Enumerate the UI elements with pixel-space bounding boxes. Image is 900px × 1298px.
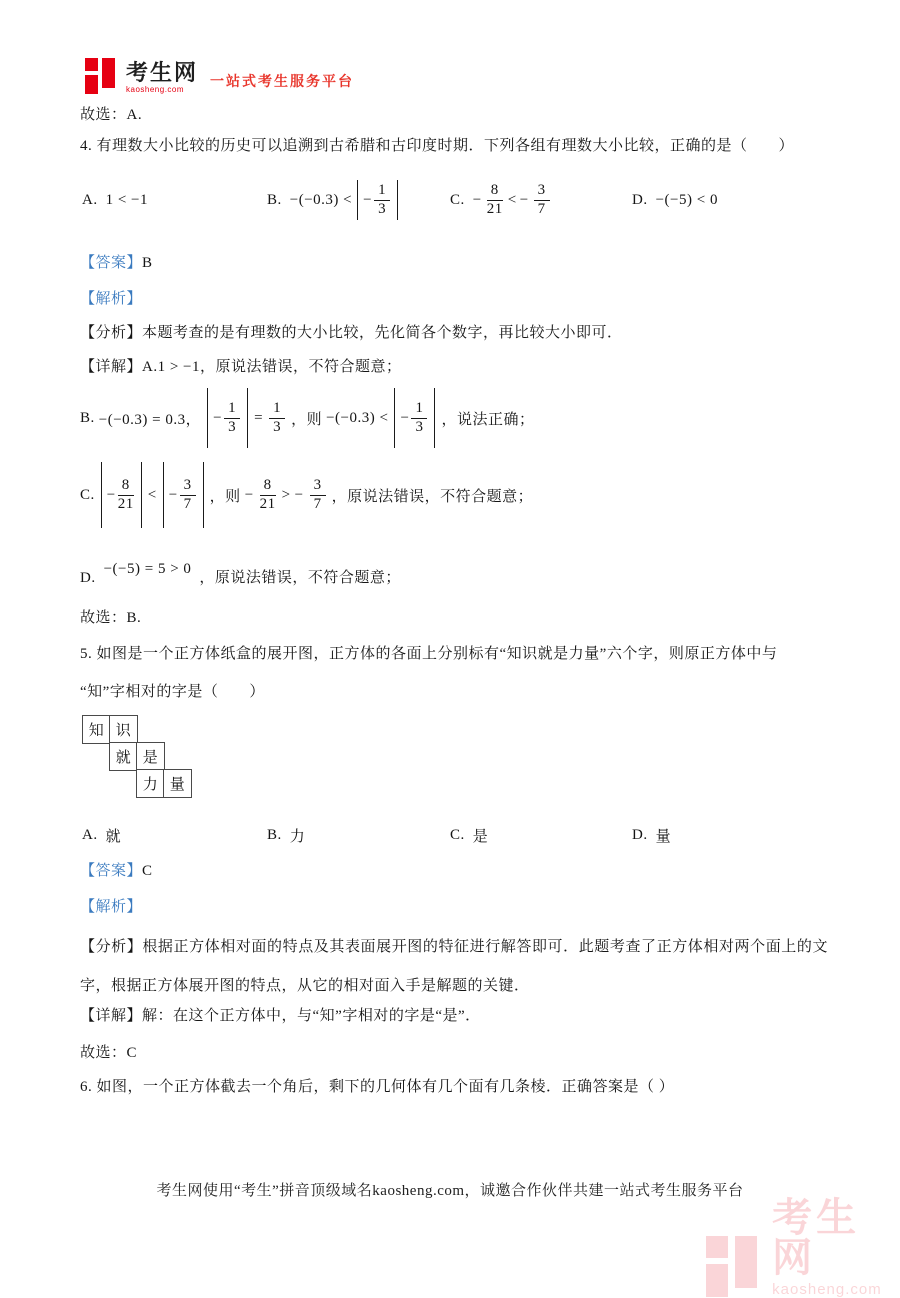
question4-number: 4. [80,138,93,154]
brand-tagline: 一站式考生服务平台 [210,73,355,89]
question5-analysis: 【分析】根据正方体相对面的特点及其表面展开图的特征进行解答即可．此题考查了正方体相对两个面上的文字，根据正方体展开图的特点，从它的相对面入手是解题的关键． [80,939,828,994]
brand-watermark [706,1198,900,1297]
question4-choice: 故选：B. [80,610,142,626]
question4-detail-c: C. − $\frac{8}{21}$ < − $\frac{3}{7}$ ，则 − $\frac{8}{21}$ > − $\frac{3}{7}$ ，原说法错误，不符合题意； [80,462,533,528]
net-cell: 识 [109,715,138,744]
watermark-brand-domain: kaosheng.com [772,1281,882,1298]
question5-choice: 故选：C [80,1045,138,1061]
xiangjie-label: 【详解】 [80,1008,143,1024]
question5-detail: 【详解】解：在这个正方体中，与“知”字相对的字是“是”． [80,1008,481,1024]
brand-header [85,56,354,94]
absolute-value: − $\frac{8}{21}$ [101,462,142,528]
net-cell: 量 [163,769,192,798]
kaosheng-logo-icon [85,56,119,94]
question5-option-b: B. 力 [267,826,306,845]
page-footer: 考生网使用“考生”拼音顶级域名kaosheng.com，诚邀合作伙伴共建一站式考生服务平台 [156,1183,744,1199]
question5-option-d: D. 量 [632,826,672,845]
question4-options [0,163,900,237]
question4-answer: 【答案】B [80,255,153,271]
net-cell: 力 [136,769,165,798]
absolute-value: − $\frac{1}{3}$ [207,388,248,448]
fraction-8-21: $\frac{8}{21}$ [259,476,276,512]
fraction-3-7: $\frac{3}{7}$ [534,183,550,218]
question4-jiexi-label: 【解析】 [80,291,143,307]
fraction-3-7: $\frac{3}{7}$ [310,478,326,513]
question5-options [0,820,900,850]
net-cell: 知 [82,715,111,744]
question5-stem-line2: “知”字相对的字是（ ） [80,684,265,700]
question6-number: 6. [80,1079,93,1095]
question4-detail-a: 【详解】A.1 > −1，原说法错误，不符合题意； [80,359,402,375]
question4-option-c: C. − $\frac{8}{21}$ < − $\frac{3}{7}$ [450,163,552,237]
question4-detail-d: D.−(−5) = 5 > 0，原说法错误，不符合题意； [80,561,401,586]
question5-number: 5. [80,646,93,662]
question4-option-a: A. 1 < −1 [82,191,149,208]
question5-option-c: C. 是 [450,826,489,845]
absolute-value: − $\frac{1}{3}$ [357,180,398,221]
net-cell: 就 [109,742,138,771]
question5-option-a: A. 就 [82,826,122,845]
fraction-1-3: $\frac{1}{3}$ [269,401,285,436]
fenxi-label: 【分析】 [80,939,143,955]
fraction-1-3: $\frac{1}{3}$ [374,183,390,218]
question4-analysis: 【分析】本题考查的是有理数的大小比较，先化简各个数字，再比较大小即可． [80,325,623,341]
fraction-3-7: $\frac{3}{7}$ [180,478,196,513]
fraction-1-3: $\frac{1}{3}$ [224,401,240,436]
brand-domain: kaosheng.com [126,85,185,94]
question4-option-b: B. −(−0.3) < − $\frac{1}{3}$ [267,163,400,237]
question5-stem-line1: 5. 如图是一个正方体纸盒的展开图，正方体的各面上分别标有“知识就是力量”六个字，则原正方体中与 [80,646,778,662]
question4-option-d: D. −(−5) < 0 [632,191,718,208]
fraction-8-21: $\frac{8}{21}$ [486,181,503,217]
question4-stem: 4. 有理数大小比较的历史可以追溯到古希腊和古印度时期．下列各组有理数大小比较，正确的是（ ） [80,138,795,154]
question5-answer: 【答案】C [80,863,153,879]
question6-stem: 6. 如图，一个正方体截去一个角后，剩下的几何体有几个面有几条棱．正确答案是（ ） [80,1079,675,1095]
fraction-8-21: $\frac{8}{21}$ [117,476,134,512]
absolute-value: − $\frac{3}{7}$ [163,462,204,528]
fenxi-label: 【分析】 [80,325,143,341]
watermark-brand-name: 考生网 [772,1196,861,1280]
absolute-value: − $\frac{1}{3}$ [394,388,435,448]
answer-label: 【答案】 [80,863,143,879]
cube-net-figure [82,715,202,805]
kaosheng-logo-icon [706,1233,762,1297]
question4-detail-b: B. −(−0.3) = 0.3， − $\frac{1}{3}$ = $\frac{1}{3}$ ，则 −(−0.3) < − $\frac{1}{3}$ ，说法正确； [80,388,534,448]
question5-jiexi-label: 【解析】 [80,899,143,915]
xiangjie-label: 【详解】 [80,359,143,375]
fraction-1-3: $\frac{1}{3}$ [411,401,427,436]
answer-label: 【答案】 [80,255,143,271]
net-cell: 是 [136,742,165,771]
prev-question-choice: 故选：A. [80,107,143,123]
brand-name: 考生网 [126,60,199,85]
